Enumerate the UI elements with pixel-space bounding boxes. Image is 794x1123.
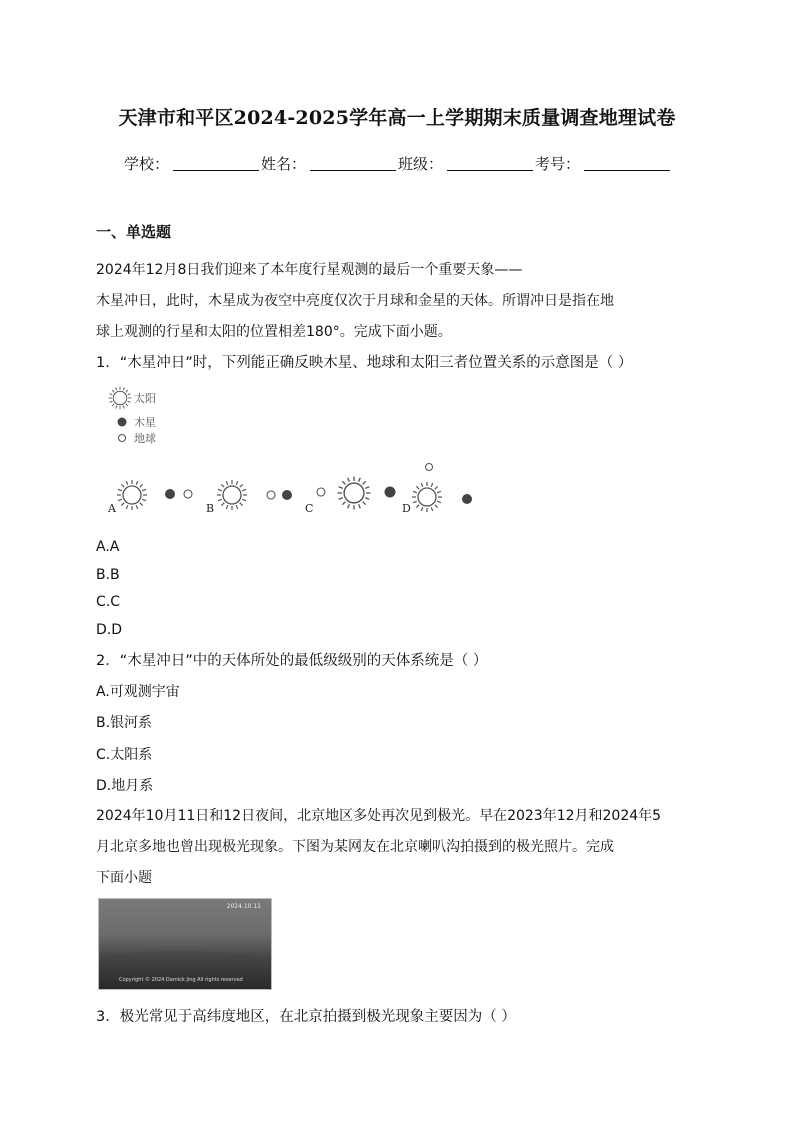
photo-hills	[99, 951, 271, 989]
question-2-option-a[interactable]: A.可观测宇宙	[96, 684, 180, 700]
question-1-option-d[interactable]: D.D	[96, 622, 123, 638]
panel-b	[206, 480, 292, 515]
legend-jupiter-label: 木星	[134, 416, 156, 429]
question-1-option-b[interactable]: B.B	[96, 567, 120, 583]
panel-a-label: A	[108, 502, 116, 515]
sun-icon	[109, 387, 132, 410]
earth-icon	[184, 490, 192, 498]
question-3-stem: 3．极光常见于高纬度地区，在北京拍摄到极光现象主要因为（ ）	[96, 1009, 516, 1025]
photo-date-stamp: 2024.10.11	[226, 903, 261, 910]
question-1-option-a[interactable]: A.A	[96, 539, 120, 555]
class-label: 班级：	[398, 155, 444, 173]
passage1-line: 木星冲日，此时，木星成为夜空中亮度仅次于月球和金星的天体。所谓冲日是指在地	[96, 293, 614, 309]
student-info-row	[124, 153, 672, 174]
legend	[109, 387, 156, 445]
exam-number-blank	[584, 170, 670, 171]
jupiter-icon	[385, 487, 396, 498]
passage2-line: 下面小题	[96, 870, 152, 886]
jupiter-icon	[118, 418, 127, 427]
panel-b-label: B	[206, 502, 215, 515]
jupiter-icon	[462, 494, 472, 504]
question-1-diagram	[100, 382, 480, 522]
exam-number-label: 考号：	[535, 155, 581, 173]
aurora-photo	[98, 898, 272, 990]
photo-copyright: Copyright © 2024 Damick Jing All rights reserved	[119, 977, 243, 983]
question-2-option-c[interactable]: C.太阳系	[96, 747, 153, 763]
page-title: 天津市和平区2024-2025学年高一上学期期末质量调查地理试卷	[118, 107, 676, 129]
sun-icon	[117, 480, 147, 510]
jupiter-icon	[165, 489, 175, 499]
earth-icon	[119, 435, 126, 442]
question-2-option-d[interactable]: D.地月系	[96, 778, 154, 794]
panel-c	[305, 477, 396, 516]
name-label: 姓名：	[261, 155, 307, 173]
panel-a	[107, 480, 192, 515]
question-2-stem: 2．“木星冲日”中的天体所处的最低级级别的天体系统是（ ）	[96, 653, 488, 669]
passage2-line: 2024年10月11日和12日夜间，北京地区多处再次见到极光。早在2023年12月和2024年5	[96, 808, 662, 824]
jupiter-icon	[282, 490, 292, 500]
sun-icon	[412, 482, 442, 512]
panel-c-label: C	[305, 502, 314, 515]
passage1-line: 2024年12月8日我们迎来了本年度行星观测的最后一个重要天象——	[96, 262, 523, 278]
panel-d-label: D	[402, 502, 411, 515]
earth-icon	[426, 464, 433, 471]
earth-icon	[267, 491, 275, 499]
question-2-option-b[interactable]: B.银河系	[96, 715, 153, 731]
sun-icon	[338, 477, 371, 510]
school-label: 学校：	[124, 155, 170, 173]
school-blank	[173, 170, 259, 171]
passage1-line: 球上观测的行星和太阳的位置相差180°。完成下面小题。	[96, 324, 452, 340]
question-1-stem: 1．“木星冲日”时，下列能正确反映木星、地球和太阳三者位置关系的示意图是（ ）	[96, 355, 633, 371]
name-blank	[310, 170, 396, 171]
legend-earth-label: 地球	[134, 432, 156, 445]
section-heading: 一、单选题	[96, 223, 172, 241]
panel-d	[402, 464, 472, 516]
class-blank	[447, 170, 533, 171]
passage2-line: 月北京多地也曾出现极光现象。下图为某网友在北京喇叭沟拍摄到的极光照片。完成	[96, 839, 614, 855]
sun-icon	[217, 480, 247, 510]
earth-icon	[317, 488, 325, 496]
legend-sun-label: 太阳	[134, 392, 156, 405]
question-1-option-c[interactable]: C.C	[96, 594, 121, 610]
